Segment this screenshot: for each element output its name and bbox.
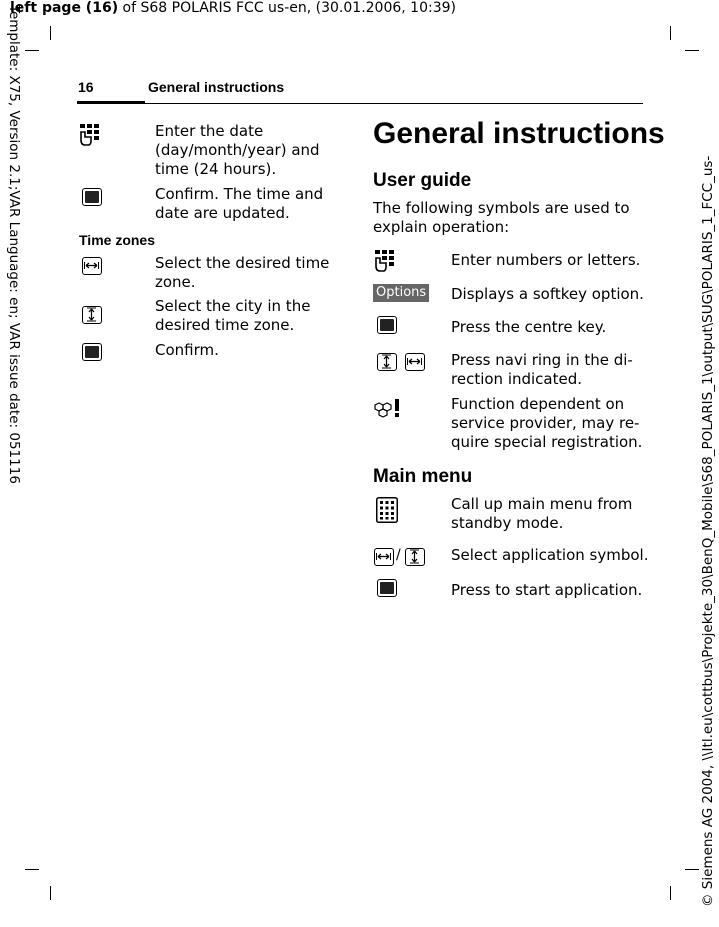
user-guide-heading: User guide xyxy=(373,170,472,191)
text-line: Enter numbers or letters. xyxy=(451,251,641,269)
text-line: Confirm. xyxy=(155,341,219,359)
navi-left-right-icon xyxy=(82,257,102,275)
text-line: Confirm. The time and xyxy=(155,185,324,203)
header-rule xyxy=(145,103,643,104)
softkey-option-text xyxy=(451,285,644,304)
select-time-zone-text xyxy=(155,254,329,292)
navi-up-down-icon xyxy=(405,548,425,566)
menu-grid-icon xyxy=(376,497,398,523)
main-menu-heading: Main menu xyxy=(373,466,473,487)
text-line: Call up main menu from xyxy=(451,495,633,513)
crop-mark xyxy=(25,869,39,870)
text-line: desired time zone. xyxy=(155,316,295,334)
crop-mark xyxy=(50,886,51,900)
select-app-text xyxy=(451,546,649,565)
navi-left-right-icon xyxy=(405,353,425,371)
text-line: Enter the date xyxy=(155,122,264,140)
start-app-text xyxy=(451,581,642,600)
press-centre-text xyxy=(451,318,606,337)
call-main-menu-text xyxy=(451,495,632,533)
confirm-text xyxy=(155,341,219,360)
header-rule-thick xyxy=(77,101,145,104)
print-header-info: of S68 POLARIS FCC us-en, (30.01.2006, 10:39) xyxy=(118,0,456,16)
crop-mark xyxy=(670,886,671,900)
side-copyright-path: © Siemens AG 2004, \\Itl.eu\cottbus\Projekte_30\BenQ_Mobile\S68_POLARIS_1\output\SUG\POLARIS_1_FCC_us- xyxy=(700,155,716,907)
centre-key-icon xyxy=(82,188,102,206)
text-line: service provider, may re- xyxy=(451,414,640,432)
provider-dependent-text xyxy=(451,395,642,452)
navi-up-down-icon xyxy=(377,353,397,371)
confirm-date-text xyxy=(155,185,323,223)
text-line: Displays a softkey option. xyxy=(451,285,644,303)
text-line: Select the city in the xyxy=(155,297,311,315)
text-line: Select application symbol. xyxy=(451,546,649,564)
keypad-hand-icon xyxy=(373,249,401,275)
date-entry-text xyxy=(155,122,320,179)
text-line: Function dependent on xyxy=(451,395,625,413)
page-number: 16 xyxy=(78,79,94,95)
crop-mark xyxy=(685,50,699,51)
text-line: Select the desired time xyxy=(155,254,330,272)
side-template-info: Template: X75, Version 2.1;VAR Language: en; VAR issue date: 051116 xyxy=(6,5,22,484)
print-header-page: left page (16) xyxy=(10,0,119,16)
text-line: explain operation: xyxy=(373,218,510,236)
text-line: (day/month/year) and xyxy=(155,141,320,159)
crop-mark xyxy=(670,26,671,40)
text-line: Press the centre key. xyxy=(451,318,607,336)
options-softkey-icon: Options xyxy=(373,284,429,302)
crop-mark xyxy=(25,50,39,51)
select-city-text xyxy=(155,297,310,335)
navi-left-right-icon xyxy=(374,548,394,566)
icon-separator: / xyxy=(396,547,401,563)
centre-key-icon xyxy=(377,316,397,334)
time-zones-heading: Time zones xyxy=(79,232,155,248)
text-line: zone. xyxy=(155,273,196,291)
centre-key-icon xyxy=(377,579,397,597)
navi-ring-text xyxy=(451,351,633,389)
keypad-hand-icon xyxy=(78,123,106,149)
centre-key-icon xyxy=(82,343,102,361)
text-line: quire special registration. xyxy=(451,433,643,451)
user-guide-intro xyxy=(373,199,630,237)
print-header xyxy=(10,0,456,16)
enter-numbers-text xyxy=(451,251,640,270)
crop-mark xyxy=(50,26,51,40)
text-line: standby mode. xyxy=(451,514,564,532)
text-line: rection indicated. xyxy=(451,370,583,388)
provider-dependent-icon xyxy=(373,397,403,419)
text-line: time (24 hours). xyxy=(155,160,277,178)
navi-up-down-icon xyxy=(82,306,102,324)
page-title: General instructions xyxy=(373,117,665,150)
text-line: date are updated. xyxy=(155,204,290,222)
crop-mark xyxy=(685,869,699,870)
text-line: Press to start application. xyxy=(451,581,643,599)
running-head: General instructions xyxy=(148,79,285,95)
text-line: The following symbols are used to xyxy=(373,199,630,217)
text-line: Press navi ring in the di- xyxy=(451,351,633,369)
